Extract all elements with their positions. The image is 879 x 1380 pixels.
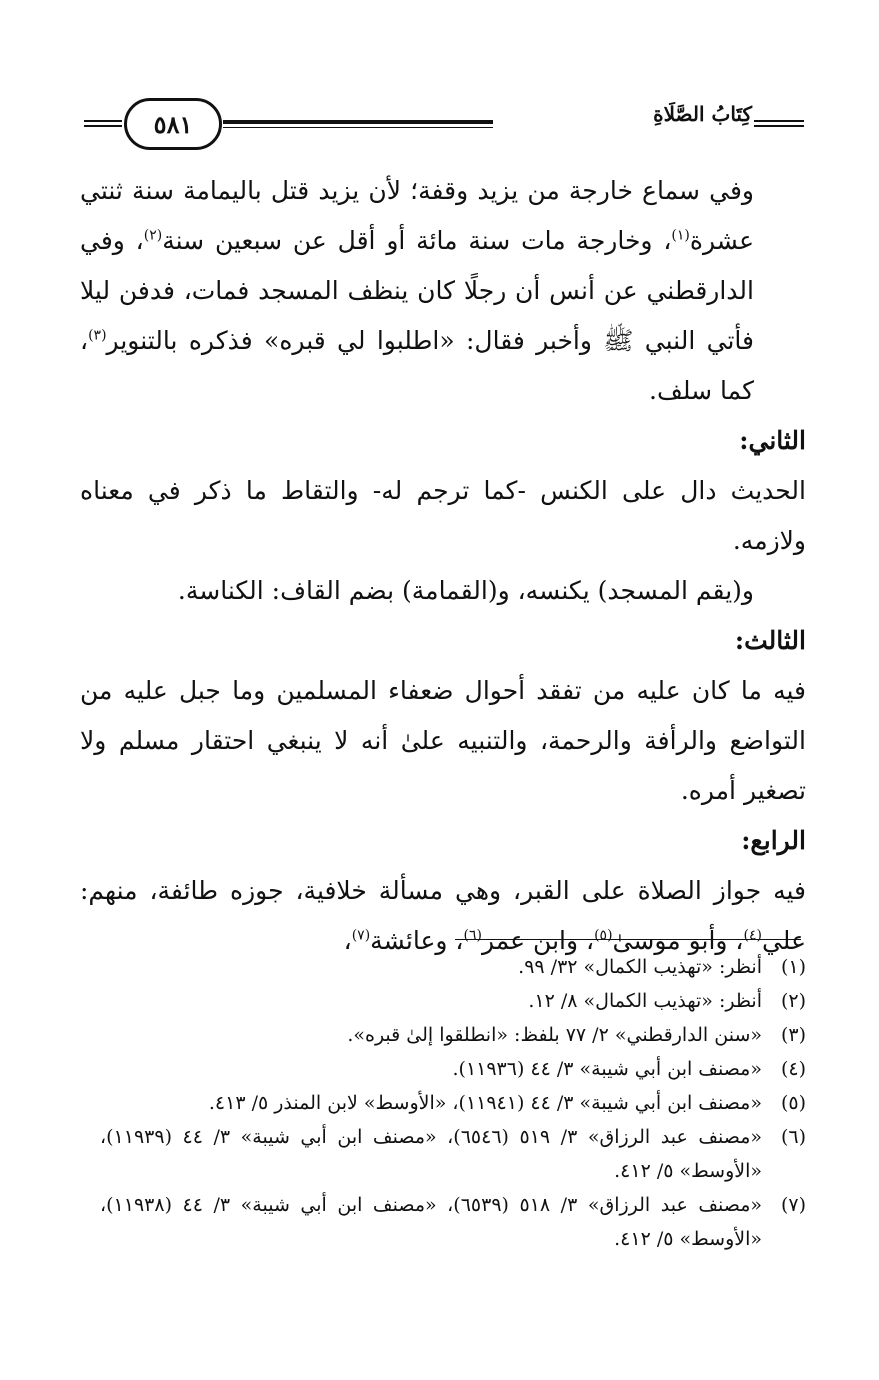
paragraph-4: فيه ما كان عليه من تفقد أحوال ضعفاء المسلمين وما جبل عليه من التواضع والرأفة والرحمة، والتنبيه علىٰ أنه لا ينبغي احتقار مسلم ولا تصغير أمره. [80, 676, 806, 805]
book-title: كِتَابُ الصَّلَاةِ [653, 102, 752, 126]
paragraph-1: وفي سماع خارجة من يزيد وقفة؛ لأن يزيد قتل باليمامة سنة ثنتي عشرة$^{(١)}$، وخارجة مات سنة مائة أو أقل عن سبعين سنة$^{(٢)}$، وفي الدارقطني عن أنس أن رجلًا كان ينظف المسجد فمات، فدفن ليلا فأتي النبي ﷺ وأخبر فقال: «اطلبوا لي قبره» فذكره بالتنوير$^{(٣)}$، كما سلف. [80, 176, 754, 405]
page-number: ٥٨١ [124, 98, 222, 150]
footnote-item [100, 1052, 806, 1086]
footnote-divider [455, 939, 801, 940]
footnote-number: (٥) [780, 1092, 806, 1114]
footnote-number: (١) [780, 956, 806, 978]
header-rule-left [84, 120, 122, 127]
footnote-text: أنظر: «تهذيب الكمال» ٨/ ١٢. [528, 990, 762, 1012]
footnote-ref-4[interactable]: (٤) [743, 927, 762, 944]
section-heading-2: الثاني: [739, 426, 806, 455]
paragraph-3: و(يقم المسجد) يكنسه، و(القمامة) بضم القاف: الكناسة. [177, 576, 754, 605]
footnote-item [100, 1018, 806, 1052]
footnote-number: (٤) [780, 1058, 806, 1080]
footnote-text: «مصنف عبد الرزاق» ٣/ ٥١٨ (٦٥٣٩)، «مصنف ابن أبي شيبة» ٣/ ٤٤ (١١٩٣٨)، «الأوسط» ٥/ ٤١٢. [100, 1194, 763, 1250]
main-text [80, 166, 806, 966]
footnote-text: «مصنف ابن أبي شيبة» ٣/ ٤٤ (١١٩٣٦). [452, 1058, 762, 1080]
footnote-number: (٦) [780, 1126, 806, 1148]
footnote-ref-5[interactable]: (٥) [594, 927, 613, 944]
footnote-item [100, 984, 806, 1018]
footnote-number: (٧) [780, 1194, 806, 1216]
paragraph-2: الحديث دال على الكنس -كما ترجم له- والتقاط ما ذكر في معناه ولازمه. [80, 476, 806, 555]
footnote-text: «مصنف عبد الرزاق» ٣/ ٥١٩ (٦٥٤٦)، «مصنف ابن أبي شيبة» ٣/ ٤٤ (١١٩٣٩)، «الأوسط» ٥/ ٤١٢. [100, 1126, 763, 1182]
footnote-ref-2[interactable]: (٢) [143, 227, 163, 244]
page-header [84, 92, 806, 162]
footnote-item [100, 1120, 806, 1188]
footnote-ref-1[interactable]: (١) [671, 227, 690, 244]
footnote-text: «سنن الدارقطني» ٢/ ٧٧ بلفظ: «انطلقوا إلىٰ قبره». [347, 1024, 762, 1046]
footnote-text: «مصنف ابن أبي شيبة» ٣/ ٤٤ (١١٩٤١)، «الأوسط» لابن المنذر ٥/ ٤١٣. [208, 1092, 762, 1114]
footnote-text: أنظر: «تهذيب الكمال» ٣٢/ ٩٩. [518, 956, 762, 978]
footnote-ref-3[interactable]: (٣) [88, 327, 107, 344]
paragraph-5: فيه جواز الصلاة على القبر، وهي مسألة خلافية، جوزه طائفة، منهم: علي$^{(٤)}$، وأبو موسىٰ$^{(٥)}$، وابن عمر$^{(٦)}$، وعائشة$^{(٧)}$، [80, 876, 806, 955]
section-heading-3: الثالث: [734, 626, 806, 655]
footnote-number: (٢) [780, 990, 806, 1012]
footnote-item [100, 950, 806, 984]
footnote-ref-7[interactable]: (٧) [351, 927, 371, 944]
footnotes [100, 950, 806, 1256]
footnote-item [100, 1188, 806, 1256]
header-rule-right [754, 120, 804, 127]
section-heading-4: الرابع: [741, 826, 806, 855]
footnote-number: (٣) [780, 1024, 806, 1046]
footnote-ref-6[interactable]: (٦) [463, 927, 482, 944]
footnote-item [100, 1086, 806, 1120]
